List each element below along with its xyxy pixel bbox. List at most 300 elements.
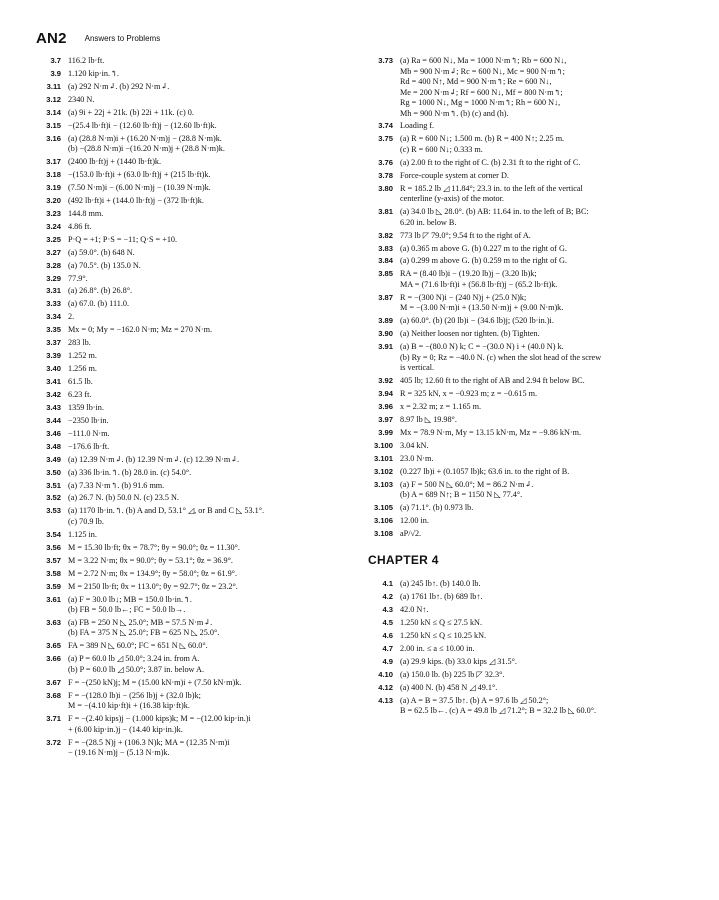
answer-line: (a) Neither loosen nor tighten. (b) Tighten. bbox=[400, 329, 540, 339]
page-number: AN2 bbox=[36, 30, 67, 47]
answer-line: 6.23 ft. bbox=[68, 389, 92, 399]
answer-entry bbox=[368, 592, 686, 603]
answer-text bbox=[400, 696, 686, 717]
answer-entry bbox=[36, 691, 356, 712]
problem-number: 3.12 bbox=[46, 94, 61, 104]
answer-entry bbox=[36, 403, 356, 414]
answer-entry bbox=[368, 293, 686, 314]
answer-text bbox=[400, 293, 686, 314]
answer-text bbox=[68, 274, 356, 285]
answer-entry bbox=[36, 299, 356, 310]
answer-line: M = −(4.10 kip·ft)i + (16.38 kip·ft)k. bbox=[68, 701, 190, 711]
answer-entry bbox=[368, 516, 686, 527]
answer-text bbox=[400, 171, 686, 182]
problem-number: 3.37 bbox=[46, 338, 61, 348]
answer-entry bbox=[36, 134, 356, 155]
answer-line: (a) 67.0. (b) 111.0. bbox=[68, 299, 130, 309]
problem-number: 3.89 bbox=[378, 316, 393, 326]
answer-line: 61.5 lb. bbox=[68, 377, 93, 386]
answer-entry bbox=[36, 69, 356, 80]
answer-entry bbox=[36, 377, 356, 388]
answer-text bbox=[400, 579, 686, 590]
problem-number: 3.101 bbox=[373, 453, 393, 463]
answer-line: M = 2150 lb·ft; θx = 113.0°; θy = 92.7°; θz = 23.2°. bbox=[68, 581, 238, 591]
answer-line: (a) 150.0 lb. (b) 225 lb ◸ 32.3°. bbox=[400, 669, 505, 679]
problem-number: 3.68 bbox=[46, 690, 61, 700]
answer-line: (a) 9i + 22j + 21k. (b) 22i + 11k. (c) 0. bbox=[68, 107, 194, 117]
problem-number: 3.78 bbox=[378, 170, 393, 180]
answer-line: (2400 lb·ft)j + (1440 lb·ft)k. bbox=[68, 157, 162, 167]
answer-line: F = −(2.40 kips)j − (1.000 kips)k; M = −(12.00 kip·in.)i bbox=[68, 714, 251, 724]
problem-number: 3.19 bbox=[46, 182, 61, 192]
answer-line: M = 3.22 N·m; θx = 90.0°; θy = 53.1°; θz = 36.9°. bbox=[68, 555, 233, 565]
answer-text bbox=[68, 506, 356, 527]
answer-line: 4.86 ft. bbox=[68, 221, 92, 231]
answer-entry bbox=[368, 56, 686, 119]
answer-entry bbox=[368, 171, 686, 182]
left-column bbox=[36, 56, 356, 761]
problem-number: 3.58 bbox=[46, 568, 61, 578]
answer-text bbox=[400, 618, 686, 629]
answer-entry bbox=[36, 556, 356, 567]
problem-number: 3.59 bbox=[46, 581, 61, 591]
answer-line: − (19.16 N·m)j − (5.13 N·m)k. bbox=[68, 748, 170, 758]
answer-text bbox=[68, 377, 356, 388]
answer-text bbox=[68, 403, 356, 414]
answer-text bbox=[68, 286, 356, 297]
problem-number: 3.52 bbox=[46, 493, 61, 503]
answer-text bbox=[68, 738, 356, 759]
answer-text bbox=[400, 389, 686, 400]
answer-entry bbox=[368, 231, 686, 242]
answer-entry bbox=[368, 342, 686, 374]
answer-entry bbox=[368, 256, 686, 267]
answer-entry bbox=[368, 529, 686, 540]
answer-line: 12.00 in. bbox=[400, 515, 429, 525]
answer-line: (a) 29.9 kips. (b) 33.0 kips ◿ 31.5°. bbox=[400, 657, 517, 666]
answer-text bbox=[68, 429, 356, 440]
answer-entry bbox=[36, 312, 356, 323]
problem-number: 3.56 bbox=[46, 542, 61, 552]
answer-text bbox=[68, 209, 356, 220]
answer-text bbox=[400, 231, 686, 242]
answer-text bbox=[400, 56, 686, 119]
answer-entry bbox=[36, 183, 356, 194]
problem-number: 3.50 bbox=[46, 467, 61, 477]
answer-line: −2350 lb·in. bbox=[68, 415, 109, 425]
problem-number: 3.105 bbox=[373, 503, 393, 512]
problem-number: 3.94 bbox=[378, 389, 393, 398]
answer-line: M = 2.72 N·m; θx = 134.9°; θy = 58.0°; θz = 61.9°. bbox=[68, 568, 238, 578]
answer-text bbox=[68, 338, 356, 349]
answer-text bbox=[68, 235, 356, 246]
answer-text bbox=[400, 428, 686, 439]
problem-number: 3.83 bbox=[378, 243, 393, 253]
answer-text bbox=[68, 364, 356, 375]
answer-entry bbox=[36, 595, 356, 616]
problem-number: 3.81 bbox=[378, 207, 393, 217]
answer-text bbox=[400, 503, 686, 514]
answer-text bbox=[68, 170, 356, 181]
problem-number: 3.29 bbox=[46, 273, 61, 283]
problem-number: 3.46 bbox=[46, 428, 61, 438]
answer-entry bbox=[36, 286, 356, 297]
answer-entry bbox=[368, 428, 686, 439]
answer-line: 6.20 in. below B. bbox=[400, 217, 457, 227]
answer-line: −(25.4 lb·ft)i − (12.60 lb·ft)j − (12.60 lb·ft)k. bbox=[68, 120, 217, 130]
answer-line: (a) 1761 lb↑. (b) 689 lb↑. bbox=[400, 592, 483, 602]
answer-entry bbox=[36, 235, 356, 246]
problem-number: 3.71 bbox=[46, 714, 61, 724]
answer-line: MA = (71.6 lb·ft)i + (56.8 lb·ft)j − (65.2 lb·ft)k. bbox=[400, 279, 558, 289]
answer-line: F = −(28.5 N)j + (106.3 N)k; MA = (12.35 N·m)i bbox=[68, 737, 230, 747]
answer-text bbox=[400, 644, 686, 655]
answer-entry bbox=[36, 738, 356, 759]
answer-line: Rd = 400 N↑, Md = 900 N·m↰; Re = 600 N↓, bbox=[400, 77, 552, 86]
answer-line: (b) −(28.8 N·m)i −(16.20 N·m)j + (28.8 N·m)k. bbox=[68, 144, 225, 154]
answer-entry bbox=[36, 455, 356, 466]
answer-line: x = 2.32 m; z = 1.165 m. bbox=[400, 401, 482, 411]
problem-number: 3.99 bbox=[378, 427, 393, 437]
answer-entry bbox=[36, 364, 356, 375]
answer-entry bbox=[36, 506, 356, 527]
answer-line: Mx = 78.9 N·m, My = 13.15 kN·m, Mz = −9.86 kN·m. bbox=[400, 427, 582, 437]
answer-line: (a) B = −(80.0 N) k; C = −(30.0 N) i + (40.0 N) k. bbox=[400, 342, 564, 352]
problem-number: 3.51 bbox=[46, 480, 61, 490]
answer-text bbox=[68, 157, 356, 168]
answer-entry bbox=[36, 338, 356, 349]
answer-entry bbox=[368, 441, 686, 452]
problem-number: 3.14 bbox=[46, 107, 61, 117]
answer-line: is vertical. bbox=[400, 363, 435, 373]
answer-text bbox=[68, 530, 356, 541]
problem-number: 3.63 bbox=[46, 617, 61, 627]
answer-line: 42.0 N↑. bbox=[400, 605, 429, 615]
answer-line: 2. bbox=[68, 312, 75, 322]
answer-entry bbox=[36, 493, 356, 504]
problem-number: 3.11 bbox=[46, 81, 61, 91]
answer-entry bbox=[368, 121, 686, 132]
answer-line: 1.125 in. bbox=[68, 529, 97, 539]
problem-number: 3.84 bbox=[378, 256, 393, 266]
answer-line: R = −(300 N)i − (240 N)j + (25.0 N)k; bbox=[400, 292, 527, 302]
answer-line: (a) R = 600 N↓; 1.500 m. (b) R = 400 N↑; 2.25 m. bbox=[400, 134, 565, 144]
answer-text bbox=[400, 670, 686, 681]
answer-text bbox=[68, 351, 356, 362]
problem-number: 3.67 bbox=[46, 677, 61, 687]
answer-entry bbox=[368, 329, 686, 340]
answer-line: 2340 N. bbox=[68, 94, 95, 104]
problem-number: 3.43 bbox=[46, 402, 61, 412]
answer-line: −(153.0 lb·ft)i + (63.0 lb·ft)j + (215 lb·ft)k. bbox=[68, 170, 211, 179]
problem-number: 3.42 bbox=[46, 389, 61, 399]
answer-line: (a) A = B = 37.5 lb↑. (b) A = 97.6 lb ◿ 50.2°; bbox=[400, 695, 549, 705]
problem-number: 3.90 bbox=[378, 329, 393, 339]
answer-text bbox=[68, 183, 356, 194]
answer-text bbox=[68, 493, 356, 504]
answer-entry bbox=[36, 390, 356, 401]
answer-line: (a) 26.7 N. (b) 50.0 N. (c) 23.5 N. bbox=[68, 493, 179, 503]
answer-line: P·Q = +1; P·S = −11; Q·S = +10. bbox=[68, 234, 178, 244]
problem-number: 3.44 bbox=[46, 415, 61, 425]
answer-entry bbox=[36, 196, 356, 207]
problem-number: 3.17 bbox=[46, 157, 61, 167]
answer-line: (a) Ra = 600 N↓, Ma = 1000 N·m↰; Rb = 600 N↓, bbox=[400, 56, 567, 65]
answer-entry bbox=[368, 454, 686, 465]
answer-text bbox=[400, 657, 686, 668]
problem-number: 3.74 bbox=[378, 121, 393, 131]
answer-line: (a) 26.8°. (b) 26.8°. bbox=[68, 286, 133, 296]
answer-line: + (6.00 kip·in.)j − (14.40 kip·in.)k. bbox=[68, 724, 183, 734]
answer-line: centerline (y-axis) of the motor. bbox=[400, 194, 504, 204]
problem-number: 3.76 bbox=[378, 157, 393, 167]
problem-number: 3.24 bbox=[46, 221, 61, 231]
answer-line: Loading f. bbox=[400, 121, 435, 131]
answer-line: 23.0 N·m. bbox=[400, 453, 434, 463]
problem-number: 3.92 bbox=[378, 376, 393, 386]
problem-number: 3.102 bbox=[373, 466, 393, 476]
problem-number: 3.73 bbox=[378, 56, 393, 65]
answer-line: 1.252 m. bbox=[68, 351, 97, 361]
answer-line: R = 325 kN, x = −0.923 m; z = −0.615 m. bbox=[400, 389, 538, 398]
answer-line: (a) 245 lb↑. (b) 140.0 lb. bbox=[400, 579, 481, 589]
problem-number: 3.41 bbox=[46, 377, 61, 386]
answer-entry bbox=[36, 481, 356, 492]
answer-line: (b) FB = 50.0 lb←; FC = 50.0 lb→. bbox=[68, 605, 186, 614]
problem-number: 3.66 bbox=[46, 654, 61, 664]
answer-entry bbox=[36, 468, 356, 479]
answer-text bbox=[400, 454, 686, 465]
answer-entry bbox=[36, 222, 356, 233]
problem-number: 4.5 bbox=[382, 618, 393, 628]
answer-line: F = −(250 kN)j; M = (15.00 kN·m)i + (7.50 kN·m)k. bbox=[68, 677, 242, 687]
problem-number: 4.7 bbox=[382, 644, 393, 654]
answer-text bbox=[68, 312, 356, 323]
answer-text bbox=[68, 325, 356, 336]
answer-line: (a) FB = 250 N ◺ 25.0°; MB = 57.5 N·m↲. bbox=[68, 617, 213, 627]
answer-text bbox=[400, 529, 686, 540]
answer-line: Me = 200 N·m↲; Rf = 600 N↓, Mf = 800 N·m↰; bbox=[400, 87, 563, 97]
problem-number: 3.53 bbox=[46, 506, 61, 516]
answer-line: (a) (28.8 N·m)i + (16.20 N·m)j − (28.8 N·m)k. bbox=[68, 133, 222, 143]
problem-number: 3.108 bbox=[373, 528, 393, 538]
problem-number: 3.48 bbox=[46, 441, 61, 451]
problem-number: 3.7 bbox=[50, 56, 61, 65]
answer-line: −111.0 N·m. bbox=[68, 428, 110, 438]
answer-entry bbox=[368, 134, 686, 155]
answer-entry bbox=[368, 670, 686, 681]
answer-line: (a) P = 60.0 lb ◿ 50.0°; 3.24 in. from A. bbox=[68, 654, 200, 664]
answer-line: (a) 59.0°. (b) 648 N. bbox=[68, 247, 135, 257]
answer-entry bbox=[36, 351, 356, 362]
answer-entry bbox=[36, 569, 356, 580]
answer-line: (a) F = 500 N ◺ 60.0°; M = 86.2 N·m↲. bbox=[400, 479, 534, 489]
answer-entry bbox=[36, 121, 356, 132]
answer-entry bbox=[36, 543, 356, 554]
answer-line: (a) 60.0°. (b) (20 lb)i − (34.6 lb)j; (520 lb·in.)i. bbox=[400, 316, 554, 326]
answer-entry bbox=[36, 582, 356, 593]
answer-entry bbox=[368, 579, 686, 590]
answer-entry bbox=[368, 415, 686, 426]
problem-number: 3.80 bbox=[378, 183, 393, 193]
page-header bbox=[36, 30, 160, 46]
answer-line: 283 lb. bbox=[68, 338, 91, 348]
answer-text bbox=[400, 683, 686, 694]
answer-text bbox=[68, 691, 356, 712]
answer-text bbox=[68, 108, 356, 119]
answer-line: 8.97 lb ◺ 19.98°. bbox=[400, 414, 457, 424]
answer-entry bbox=[368, 644, 686, 655]
answer-entry bbox=[368, 631, 686, 642]
problem-number: 3.40 bbox=[46, 364, 61, 374]
answer-text bbox=[68, 56, 356, 67]
problem-number: 4.3 bbox=[382, 605, 393, 615]
answer-text bbox=[400, 329, 686, 340]
problem-number: 3.9 bbox=[50, 68, 61, 78]
problem-number: 3.103 bbox=[373, 479, 393, 489]
problem-number: 4.1 bbox=[382, 579, 393, 589]
answer-text bbox=[68, 442, 356, 453]
answer-text bbox=[68, 618, 356, 639]
answer-entry bbox=[36, 170, 356, 181]
answer-line: (a) 71.1°. (b) 0.973 lb. bbox=[400, 503, 474, 512]
answer-line: Force-couple system at corner D. bbox=[400, 170, 509, 180]
answer-text bbox=[400, 467, 686, 478]
answer-entry bbox=[36, 261, 356, 272]
answer-text bbox=[68, 121, 356, 132]
answer-text bbox=[400, 244, 686, 255]
answer-entry bbox=[368, 389, 686, 400]
answer-text bbox=[68, 248, 356, 259]
answer-entry bbox=[368, 207, 686, 228]
answer-text bbox=[68, 595, 356, 616]
answer-text bbox=[400, 269, 686, 290]
answer-text bbox=[400, 342, 686, 374]
answer-line: (a) 1170 lb·in.↰. (b) A and D, 53.1° ◿, or B and C ◺ 53.1°. bbox=[68, 506, 265, 516]
answer-line: (c) R = 600 N↓; 0.333 m. bbox=[400, 144, 483, 154]
problem-number: 3.28 bbox=[46, 260, 61, 270]
answer-line: aP/√2. bbox=[400, 528, 422, 538]
chapter-heading: CHAPTER 4 bbox=[368, 553, 439, 568]
problem-number: 3.75 bbox=[378, 134, 393, 144]
problem-number: 4.10 bbox=[378, 669, 393, 679]
chapter-3-right-list bbox=[368, 56, 686, 539]
answer-line: 1359 lb·in. bbox=[68, 402, 104, 412]
problem-number: 3.54 bbox=[46, 529, 61, 539]
problem-number: 3.27 bbox=[46, 247, 61, 257]
answer-line: 773 lb ◸ 79.0°; 9.54 ft to the right of A. bbox=[400, 230, 531, 240]
answer-line: (a) 0.365 m above G. (b) 0.227 m to the right of G. bbox=[400, 243, 567, 253]
answer-text bbox=[68, 654, 356, 675]
answer-line: 144.8 mm. bbox=[68, 208, 104, 218]
answer-text bbox=[68, 556, 356, 567]
answer-text bbox=[68, 641, 356, 652]
problem-number: 3.65 bbox=[46, 641, 61, 651]
answer-text bbox=[68, 82, 356, 93]
answer-entry bbox=[368, 376, 686, 387]
problem-number: 3.25 bbox=[46, 234, 61, 244]
problem-number: 3.49 bbox=[46, 454, 61, 464]
answer-entry bbox=[36, 678, 356, 689]
answer-text bbox=[68, 299, 356, 310]
answer-line: FA = 389 N ◺ 60.0°; FC = 651 N ◺ 60.0°. bbox=[68, 641, 208, 651]
problem-number: 3.18 bbox=[46, 170, 61, 179]
answer-entry bbox=[368, 696, 686, 717]
answer-text bbox=[68, 416, 356, 427]
answer-text bbox=[400, 415, 686, 426]
problem-number: 4.12 bbox=[378, 682, 393, 692]
answer-entry bbox=[36, 429, 356, 440]
answer-line: −176.6 lb·ft. bbox=[68, 441, 110, 451]
problem-number: 3.85 bbox=[378, 269, 393, 279]
answer-text bbox=[68, 95, 356, 106]
problem-number: 3.106 bbox=[373, 515, 393, 525]
answer-text bbox=[68, 543, 356, 554]
answer-entry bbox=[368, 503, 686, 514]
problem-number: 4.9 bbox=[382, 657, 393, 666]
answer-line: 3.04 kN. bbox=[400, 440, 429, 450]
answer-text bbox=[68, 569, 356, 580]
answer-text bbox=[68, 582, 356, 593]
answer-entry bbox=[368, 480, 686, 501]
answer-line: (492 lb·ft)i + (144.0 lb·ft)j − (372 lb·ft)k. bbox=[68, 195, 204, 205]
answer-entry bbox=[36, 82, 356, 93]
answer-entry bbox=[36, 641, 356, 652]
answer-text bbox=[68, 390, 356, 401]
answer-line: (a) 400 N. (b) 458 N ◿ 49.1°. bbox=[400, 682, 498, 692]
answer-entry bbox=[36, 714, 356, 735]
answer-entry bbox=[36, 416, 356, 427]
answer-line: (a) 336 lb·in.↰. (b) 28.0 in. (c) 54.0°. bbox=[68, 467, 192, 477]
answer-entry bbox=[368, 269, 686, 290]
problem-number: 3.82 bbox=[378, 230, 393, 240]
answer-text bbox=[68, 678, 356, 689]
answer-text bbox=[400, 631, 686, 642]
answer-text bbox=[68, 134, 356, 155]
answer-entry bbox=[368, 605, 686, 616]
problem-number: 3.91 bbox=[378, 342, 393, 352]
answer-entry bbox=[368, 244, 686, 255]
problem-number: 3.16 bbox=[46, 133, 61, 143]
answer-entry bbox=[368, 683, 686, 694]
answer-text bbox=[400, 134, 686, 155]
answer-text bbox=[400, 592, 686, 603]
problem-number: 4.6 bbox=[382, 631, 393, 641]
running-title: Answers to Problems bbox=[84, 34, 161, 43]
answer-text bbox=[68, 481, 356, 492]
answer-text bbox=[400, 256, 686, 267]
answer-entry bbox=[368, 316, 686, 327]
answer-line: (b) FA = 375 N ◺ 25.0°; FB = 625 N ◺ 25.0°. bbox=[68, 628, 220, 638]
answer-text bbox=[400, 480, 686, 501]
answer-text bbox=[400, 376, 686, 387]
problem-number: 3.100 bbox=[373, 440, 393, 450]
answer-line: M = 15.30 lb·ft; θx = 78.7°; θy = 90.0°; θz = 11.30°. bbox=[68, 542, 240, 552]
answer-entry bbox=[36, 274, 356, 285]
answer-text bbox=[400, 207, 686, 228]
answer-text bbox=[68, 714, 356, 735]
answer-entry bbox=[36, 325, 356, 336]
answer-entry bbox=[36, 618, 356, 639]
answer-line: (b) A = 689 N↑; B = 1150 N ◺ 77.4°. bbox=[400, 490, 523, 500]
problem-number: 3.96 bbox=[378, 401, 393, 411]
answer-line: (a) 0.299 m above G. (b) 0.259 m to the right of G. bbox=[400, 256, 567, 266]
answer-entry bbox=[368, 158, 686, 169]
answer-entry bbox=[36, 209, 356, 220]
right-column bbox=[368, 56, 686, 719]
answer-line: (a) 2.00 ft to the right of C. (b) 2.31 ft to the right of C. bbox=[400, 157, 581, 167]
answer-line: 2.00 in. ≤ a ≤ 10.00 in. bbox=[400, 644, 475, 654]
